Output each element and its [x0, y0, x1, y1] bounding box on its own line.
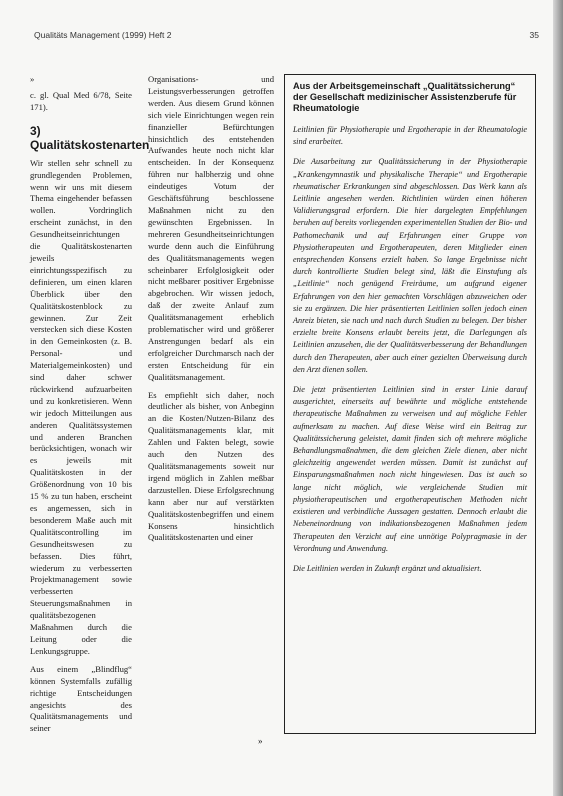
paragraph: Organisations- und Leistungsverbesserungen getroffen werden. Aus diesem Grund können sich viele Einrichtungen wegen rein finanzieller Befürchtungen hinsichtlich des entstehenden Aufwandes heute noch nicht klar entscheiden. In der Konsequenz führen nur halbherzig und ohne eindeutiges Votum der Geschäftsführung beschlossene Maßnahmen nicht zu den gewünschten Ergebnissen. In mehreren Gesundheitseinrichtungen wurde denn auch die Einführung des Qualitätsmanagements wegen scheinbarer Erfolglosigkeit oder nicht meßbarer positiver Ergebnisse abgebrochen. Wir wissen jedoch, daß der zweite Anlauf zum Qualitätsmanagement erheblich problematischer wird und größerer Anstrengungen bedarf als ein erfolgreicher Durchmarsch nach der ersten Entscheidung für ein Qualitätsmanagement. [148, 74, 274, 382]
box-paragraph: Die jetzt präsentierten Leitlinien sind in erster Linie darauf ausgerichtet, einerseits auf bewährte und mögliche entstehende therapeutische Maßnahmen zu verweisen und auf mögliche Fehler aufmerksam zu machen. Auf diese Weise wird ein Beitrag zur Qualitätssicherung geleistet, damit finden sich oft mehrere mögliche Behandlungsmaßnahmen, die dem gleichen Ziele dienen, aber nicht gleichzeitig angewendet werden müssen. Damit ist zunächst auf Einsparungsmaßnahmen noch nicht hingewiesen. Das ist auch so lange nicht möglich, wie vergleichende Studien mit physiotherapeutischen und ergotherapeutischen Methoden nicht existieren und verbindliche Aussagen gestatten. Dennoch erlaubt die Nebeneinordnung von indikationsbezogenen Maßnahmen jedem Therapeuten den Verzicht auf eine unnötige Polypragmasie in der Verordnung und Anwendung. [293, 385, 527, 553]
paragraph: Es empfiehlt sich daher, noch deutlicher als bisher, von Anbeginn an die Kosten/Nutzen-Bilanz des Qualitätsmanagements klar, mit Zahlen und Fakten belegt, sowie auch den Nutzen des Qualitätsmanagements soweit nur irgend möglich in Zahlen meßbar darzustellen. Diese Erfolgsrechnung kann aber nur auf verstärkten Qualitätskostenbegriffen und einem Konsens hinsichtlich Qualitätskostenarten und einer [148, 389, 274, 543]
reference-text: c. gl. Qual Med 6/78, Seite 171). [30, 89, 132, 112]
scan-edge [553, 0, 563, 796]
column-middle [148, 74, 274, 550]
continue-marker: » [258, 736, 263, 746]
column-left [30, 74, 150, 741]
journal-title: Qualitäts Management (1999) Heft 2 [34, 30, 172, 40]
continued-marker: » [30, 74, 35, 84]
info-box [284, 74, 536, 734]
box-paragraph: Die Ausarbeitung zur Qualitätssicherung in der Physiotherapie „Krankengymnastik und physikalische Therapie“ und Ergotherapie rheumatischer Erkrankungen sind abgeschlossen. Das Werk kann als Leitlinie angesehen werden. Richtlinien würden einen höheren Validierungsgrad erfordern. Die hier dargelegten Empfehlungen beruhen auf bereits vorliegenden experimentellen Studien der Bio- und Pathomechanik und auf Erfahrungen einer Gruppe von Physiotherapeuten und Ergotherapeuten, deren Mitglieder einen entsprechenden Konsens erzielt haben. So lange Ergebnisse nicht durch kontrollierte Studien belegt sind, läßt die Einstufung als „Leitlinie“ noch genügend Freiräume, um aufgrund eigener Erfahrungen von den hier gemachten Vorschlägen abzuweichen oder sie zu ergänzen. Die hier präsentierten Leitlinien sollen jedoch einen Anreiz bieten, sie nach und nach durch Studien zu belegen. Der bisher erzielte breite Konsens erlaubt bereits jetzt, die Darlegungen als Leitlinien anzusehen, die der Qualitätsverbesserung der Behandlungen durch den Therapeuten, aber auch einer gezielten Überweisung durch den Arzt dienen sollen. [293, 157, 527, 374]
box-body [293, 124, 527, 575]
paragraph: Aus einem „Blindflug“ können Systemfalls zufällig richtige Entscheidungen angesichts des Qualitätsmanagements und seiner [30, 663, 132, 734]
page-number: 35 [529, 30, 539, 40]
paragraph: Wir stellen sehr schnell zu grundlegenden Problemen, wenn wir uns mit diesem Thema eingehender befassen wollen. Vordringlich erscheint zunächst, in den Gesundheitseinrichtungen die Qualitätskostenarten jeweils einrichtungsspezifisch zu definieren, um einen klaren Überblick über den Qualitätskostenblock zu gewinnen. Zur Zeit verstecken sich diese Kosten in den Gemeinkosten (z. B. Personal- und Materialgemeinkosten) und sind daher schwer rückwirkend aufzuarbeiten und zu konkretisieren. Wenn wir jedoch Mitteilungen aus anderen Qualitätssystemen und anderen Branchen berücksichtigen, wonach wir es jeweils mit Qualitätskosten in der Größenordnung von 10 bis 15 % zu tun haben, erscheint es angemessen, sich in besonderem Maße auch mit Qualitätscontrolling im Gesundheitswesen zu befassen. Dies führt, wiederum zu verbesserten Projektmanagement sowie verbesserten Steuerungsmaßnahmen in qualitätsbezogenen Maßnahmen durch die Leitung oder die Lenkungsgruppe. [30, 157, 132, 656]
box-paragraph: Leitlinien für Physiotherapie und Ergotherapie in der Rheumatologie sind erarbeitet. [293, 125, 527, 147]
box-title: Aus der Arbeitsgemeinschaft „Qualitätssicherung“ der Gesellschaft medizinischer Assistenzberufe für Rheumatologie [293, 81, 517, 113]
box-paragraph: Die Leitlinien werden in Zukunft ergänzt und aktualisiert. [293, 563, 482, 573]
section-heading: 3) Qualitätskostenarten [30, 123, 150, 152]
running-header [20, 30, 545, 44]
